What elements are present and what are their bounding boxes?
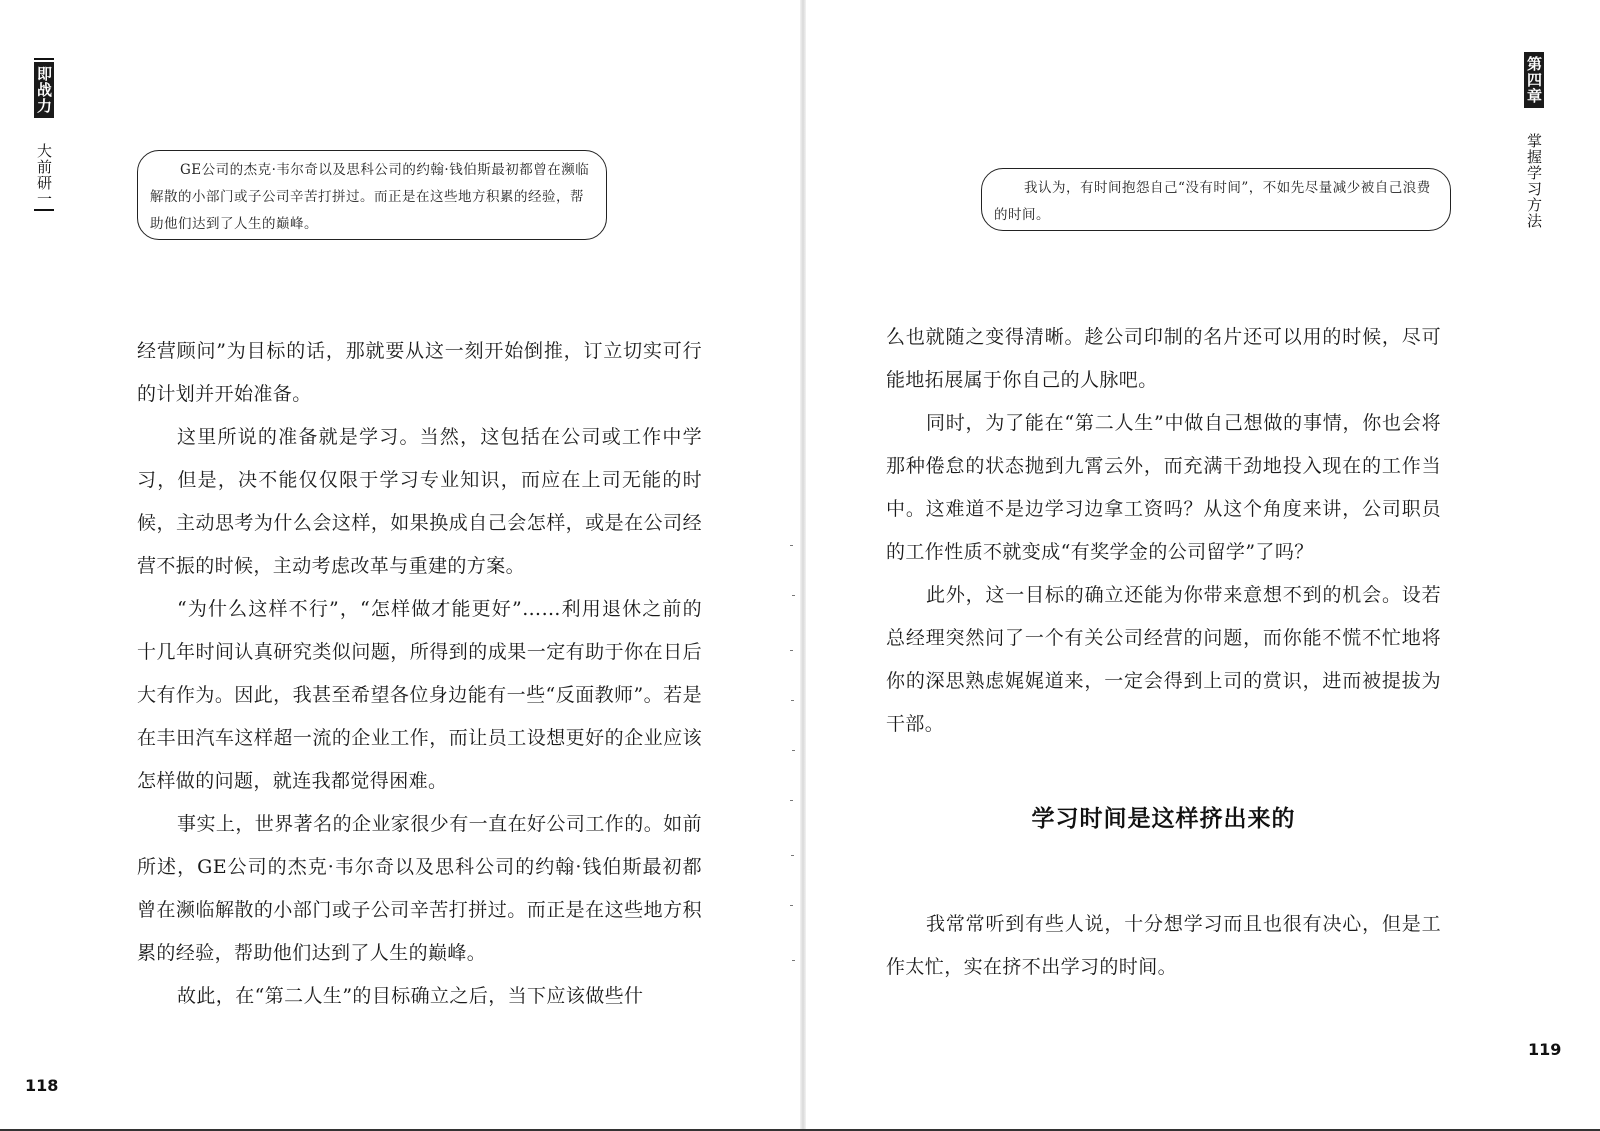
right-body-text	[886, 316, 1441, 746]
paragraph: 故此，在“第二人生”的目标确立之后，当下应该做些什	[177, 985, 644, 1007]
paragraph: “为什么这样不行”，“怎样做才能更好”……利用退休之前的十几年时间认真研究类似问题，所得到的成果一定有助于你在日后大有作为。因此，我甚至希望各位身边能有一些“反面教师”。若是在丰田汽车这样超一流的企业工作，而让员工设想更好的企业应该怎样做的问题，就连我都觉得困难。	[137, 598, 702, 792]
paragraph: 我常常听到有些人说，十分想学习而且也很有决心，但是工作太忙，实在挤不出学习的时间。	[886, 913, 1441, 978]
scan-speck	[791, 855, 794, 856]
scan-speck	[790, 905, 793, 906]
paragraph: 么也就随之变得清晰。趁公司印制的名片还可以用的时候，尽可能地拓展属于你自己的人脉吧。	[886, 326, 1441, 391]
paragraph: 此外，这一目标的确立还能为你带来意想不到的机会。设若总经理突然问了一个有关公司经营的问题，而你能不慌不忙地将你的深思熟虑娓娓道来，一定会得到上司的赏识，进而被提拔为干部。	[886, 584, 1441, 735]
pull-quote-box: 我认为，有时间抱怨自己“没有时间”，不如先尽量减少被自己浪费的时间。	[981, 168, 1451, 231]
book-title-tag: 即战力	[34, 62, 54, 118]
paragraph: 经营顾问”为目标的话，那就要从这一刻开始倒推，订立切实可行的计划并开始准备。	[137, 340, 702, 405]
section-heading: 学习时间是这样挤出来的	[1031, 806, 1296, 832]
scan-speck	[792, 595, 795, 596]
author-name: 大前研一	[35, 143, 53, 207]
right-running-header	[1524, 52, 1544, 229]
left-running-header	[34, 58, 54, 211]
right-page	[806, 0, 1600, 1131]
pull-quote-box: GE公司的杰克·韦尔奇以及思科公司的约翰·钱伯斯最初都曾在濒临解散的小部门或子公司辛苦打拼过。而正是在这些地方积累的经验，帮助他们达到了人生的巅峰。	[137, 150, 607, 240]
paragraph: 同时，为了能在“第二人生”中做自己想做的事情，你也会将那种倦怠的状态抛到九霄云外，而充满干劲地投入现在的工作当中。这难道不是边学习边拿工资吗？从这个角度来讲，公司职员的工作性质不就变成“有奖学金的公司留学”了吗？	[886, 412, 1441, 563]
page-number-right: 119	[1528, 1040, 1562, 1059]
scan-speck	[790, 650, 793, 651]
left-body-text	[137, 330, 702, 1018]
page-number-left: 118	[25, 1076, 59, 1095]
scan-speck	[790, 800, 793, 801]
scan-speck	[790, 545, 793, 546]
chapter-title: 掌握学习方法	[1525, 133, 1543, 229]
paragraph: 事实上，世界著名的企业家很少有一直在好公司工作的。如前所述，GE公司的杰克·韦尔奇以及思科公司的约翰·钱伯斯最初都曾在濒临解散的小部门或子公司辛苦打拼过。而正是在这些地方积累的经验，帮助他们达到了人生的巅峰。	[137, 813, 702, 964]
section-body-text	[886, 903, 1441, 989]
scan-speck	[792, 960, 795, 961]
paragraph: 这里所说的准备就是学习。当然，这包括在公司或工作中学习，但是，决不能仅仅限于学习专业知识，而应在上司无能的时候，主动思考为什么会这样，如果换成自己会怎样，或是在公司经营不振的时候，主动考虑改革与重建的方案。	[137, 426, 702, 577]
chapter-number-tag: 第四章	[1524, 52, 1544, 108]
scan-speck	[791, 700, 794, 701]
scan-speck	[792, 750, 795, 751]
